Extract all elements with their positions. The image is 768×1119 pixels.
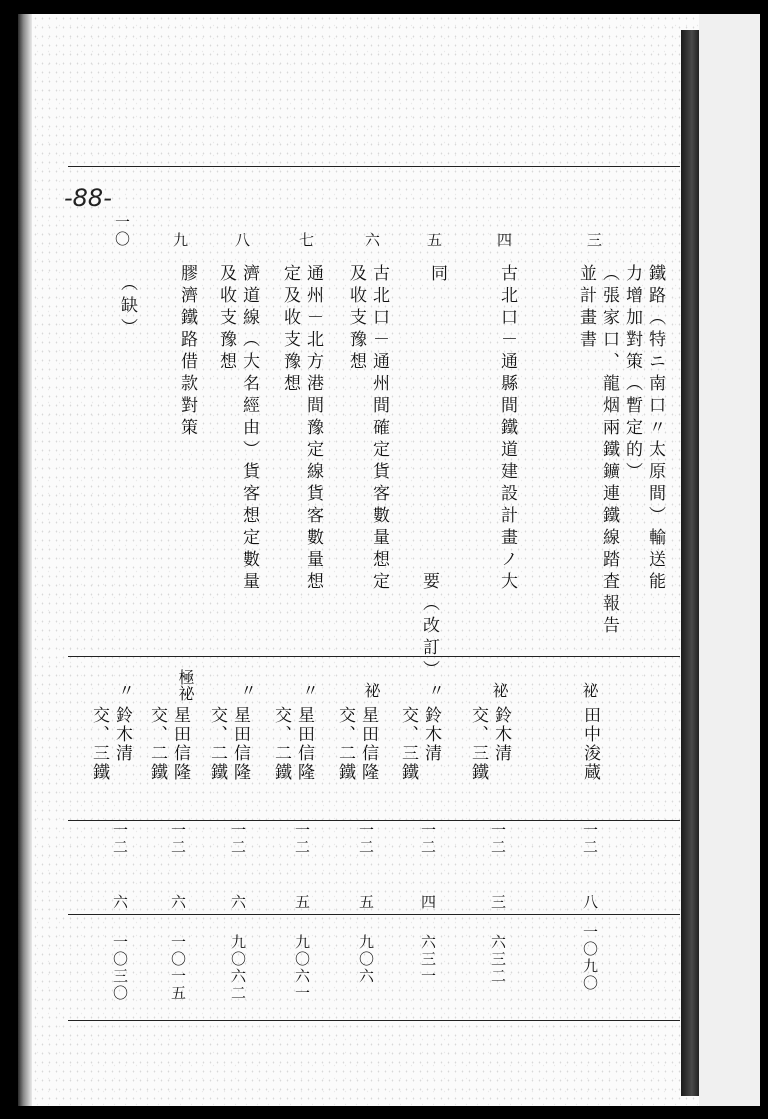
entry-title-line: 要（改訂） xyxy=(419,572,439,682)
entry-department: 交、二鐵 xyxy=(335,706,355,782)
entry-author: 星田信隆 xyxy=(170,706,190,782)
page-number: -88- xyxy=(64,184,112,212)
entry-number: 九 xyxy=(171,232,189,249)
entry-author: 鈴木清 xyxy=(112,706,132,763)
entry-date: 一二 xyxy=(581,822,599,856)
entry-date: 一二 xyxy=(169,822,187,856)
entry-department: 交、二鐵 xyxy=(271,706,291,782)
entry-author: 星田信隆 xyxy=(358,706,378,782)
entry-title-line: 並計畫書 xyxy=(576,264,596,352)
classification-mark: 祕 xyxy=(580,682,599,698)
entry-title-line: 定及收支豫想 xyxy=(280,264,300,396)
entry-year: 五 xyxy=(357,894,375,911)
entry-date: 一二 xyxy=(419,822,437,856)
entry-code: 九〇六一 xyxy=(293,934,311,1002)
entry-code: 九〇六 xyxy=(357,934,375,985)
entry-title-line: 鐵路（特ニ南口〃太原間）輸送能 xyxy=(645,264,665,594)
entry-title-line: 及收支豫想 xyxy=(346,264,366,374)
entry-author: 星田信隆 xyxy=(294,706,314,782)
entry-year: 八 xyxy=(581,894,599,911)
entry-number: 一〇 xyxy=(113,214,131,248)
classification-mark: 祕 xyxy=(362,682,381,698)
entry-title-line: 同 xyxy=(427,264,447,286)
entry-date: 一二 xyxy=(357,822,375,856)
date-rule xyxy=(68,914,680,915)
top-rule xyxy=(68,166,680,167)
entry-title-line: 古北口－通縣間鐵道建設計畫ノ大 xyxy=(497,264,517,594)
entry-title-line: 膠濟鐵路借款對策 xyxy=(177,264,197,440)
adjacent-page-edge xyxy=(699,14,760,1106)
entry-date: 一二 xyxy=(229,822,247,856)
entry-author: 田中浚蔵 xyxy=(580,706,600,782)
entry-date: 一二 xyxy=(489,822,507,856)
entry-year: 六 xyxy=(229,894,247,911)
entry-year: 五 xyxy=(293,894,311,911)
entry-department: 交、三鐵 xyxy=(398,706,418,782)
entry-title-line: （張家口、龍烟兩鐵鑛連鐵線踏査報告 xyxy=(599,264,619,638)
entry-title-line: 通州－北方港間豫定線貨客數量想 xyxy=(303,264,323,594)
entry-year: 六 xyxy=(111,894,129,911)
entry-department: 交、三鐵 xyxy=(89,706,109,782)
title-rule xyxy=(68,656,680,657)
entry-year: 三 xyxy=(489,894,507,911)
entry-code: 一〇一五 xyxy=(169,934,187,1002)
page-fold-shadow xyxy=(681,30,699,1096)
bottom-rule xyxy=(68,1020,680,1021)
classification-mark: 祕 xyxy=(490,682,509,698)
binding-shadow xyxy=(18,14,32,1106)
classification-mark: 〃 xyxy=(116,682,135,698)
classification-mark: 極祕 xyxy=(176,669,195,701)
classification-mark: 〃 xyxy=(238,682,257,698)
entry-code: 一〇三〇 xyxy=(111,934,129,1002)
entry-title-line: 古北口－通州間確定貨客數量想定 xyxy=(369,264,389,594)
entry-number: 七 xyxy=(297,232,315,249)
entry-department: 交、三鐵 xyxy=(468,706,488,782)
entry-number: 六 xyxy=(363,232,381,249)
entry-code: 一〇九〇 xyxy=(581,924,599,992)
scanned-page xyxy=(18,14,760,1106)
entry-title-line: 濟道線（大名經由）貨客想定數量 xyxy=(239,264,259,594)
entry-department: 交、二鐵 xyxy=(147,706,167,782)
entry-date: 一二 xyxy=(293,822,311,856)
entry-title-line: 及收支豫想 xyxy=(216,264,236,374)
entry-number: 四 xyxy=(495,232,513,249)
entry-number: 三 xyxy=(585,232,603,249)
entry-department: 交、二鐵 xyxy=(207,706,227,782)
entry-author: 鈴木清 xyxy=(421,706,441,763)
entry-year: 四 xyxy=(419,894,437,911)
entry-number: 五 xyxy=(425,232,443,249)
entry-author: 星田信隆 xyxy=(230,706,250,782)
entry-title-line: 力增加對策（暫定的） xyxy=(622,264,642,484)
entry-author: 鈴木清 xyxy=(491,706,511,763)
entry-year: 六 xyxy=(169,894,187,911)
entry-code: 六三二 xyxy=(489,934,507,985)
entry-code: 九〇六二 xyxy=(229,934,247,1002)
classification-mark: 〃 xyxy=(300,682,319,698)
entry-date: 一二 xyxy=(111,822,129,856)
entry-title-line: （缺） xyxy=(117,274,137,340)
author-rule xyxy=(68,820,680,821)
classification-mark: 〃 xyxy=(426,682,445,698)
entry-number: 八 xyxy=(233,232,251,249)
entry-code: 六三一 xyxy=(419,934,437,985)
